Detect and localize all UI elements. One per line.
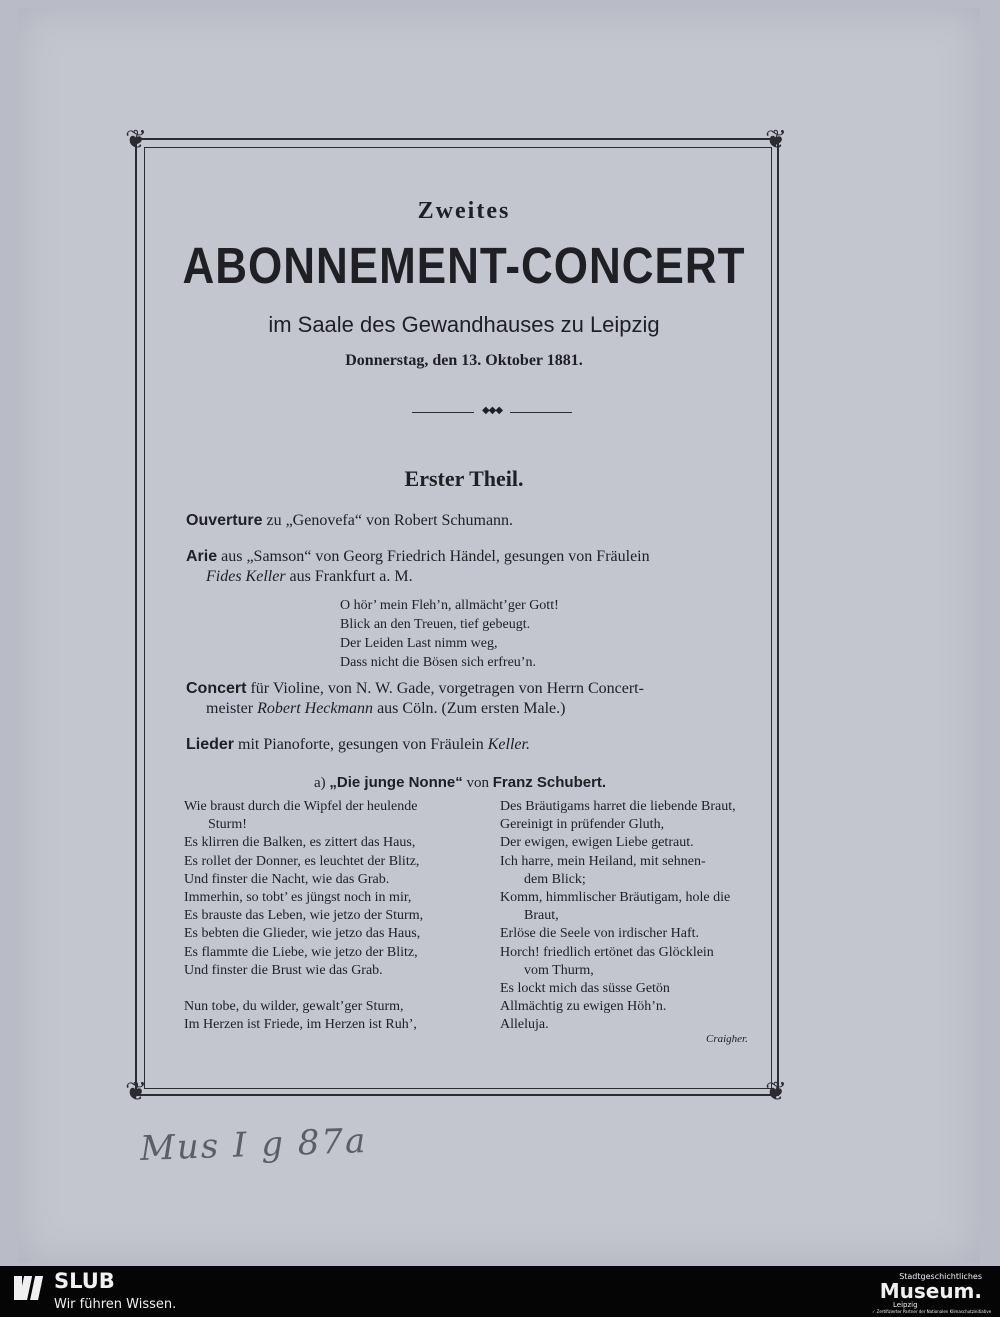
item-text: meister bbox=[206, 700, 254, 717]
main-title: ABONNEMENT-CONCERT bbox=[182, 238, 746, 295]
song-heading bbox=[314, 774, 606, 792]
lyric-line: Ich harre, mein Heiland, mit sehnen- bbox=[500, 853, 706, 869]
program-item-concerto bbox=[186, 680, 644, 698]
song-lyrics-left bbox=[184, 798, 423, 1034]
lyric-line: dem Blick; bbox=[524, 871, 586, 887]
concert-date: Donnerstag, den 13. Oktober 1881. bbox=[345, 352, 583, 369]
stanza-gap bbox=[184, 980, 423, 998]
lyric-line: Alleluja. bbox=[500, 1017, 549, 1033]
lyric-line: Und finster die Nacht, wie das Grab. bbox=[184, 871, 390, 887]
item-text: mit Pianoforte, gesungen von Fräulein bbox=[238, 736, 484, 753]
corner-ornament-icon: ❦ bbox=[125, 125, 147, 155]
pretitle: Zweites bbox=[417, 198, 511, 224]
lyric-line: Nun tobe, du wilder, gewalt’ger Sturm, bbox=[184, 999, 404, 1015]
museum-city: Leipzig bbox=[893, 1301, 918, 1309]
lyric-line: Erlöse die Seele von irdischer Haft. bbox=[500, 926, 700, 942]
lyric-line: Es rollet der Donner, es leuchtet der Blitz, bbox=[184, 853, 420, 869]
lyric-line: Des Bräutigams harret die liebende Braut, bbox=[500, 799, 736, 814]
item-label: Ouverture bbox=[186, 512, 263, 529]
lyric-line: Es brauste das Leben, wie jetzo der Sturm, bbox=[184, 908, 424, 924]
library-tagline: Wir führen Wissen. bbox=[54, 1297, 177, 1312]
lyric-line: vom Thurm, bbox=[524, 962, 594, 978]
lyric-line: Es bebten die Glieder, wie jetzo das Haus, bbox=[184, 926, 421, 942]
song-composer: Franz Schubert. bbox=[492, 774, 607, 791]
section-title: Erster Theil. bbox=[404, 466, 524, 491]
lyric-line: Sturm! bbox=[208, 817, 247, 833]
lyricist-signature: Craigher. bbox=[706, 1033, 748, 1045]
singer-name: Keller. bbox=[487, 736, 530, 753]
program-item-concerto-line2 bbox=[206, 700, 565, 718]
lyric-line: Im Herzen ist Friede, im Herzen ist Ruh’, bbox=[184, 1017, 417, 1033]
lyric-line: Komm, himmlischer Bräutigam, hole die bbox=[500, 890, 731, 906]
corner-ornament-icon: ❦ bbox=[765, 1077, 787, 1107]
program-item-lieder bbox=[186, 736, 530, 754]
verse-line: Dass nicht die Bösen sich erfreu’n. bbox=[340, 655, 536, 670]
footer-bar bbox=[0, 1266, 1000, 1317]
verse-line: Blick an den Treuen, tief gebeugt. bbox=[340, 617, 531, 632]
lyric-line: Es flammte die Liebe, wie jetzo der Blitz, bbox=[184, 944, 418, 960]
lyric-line: Wie braust durch die Wipfel der heulende bbox=[184, 799, 418, 814]
item-text: aus Frankfurt a. M. bbox=[289, 568, 413, 585]
concert-program bbox=[150, 150, 778, 1080]
lyric-line: Es klirren die Balken, es zittert das Haus, bbox=[184, 835, 416, 851]
lyric-line: Der ewigen, ewigen Liebe getraut. bbox=[500, 835, 694, 851]
item-label: Lieder bbox=[186, 736, 235, 753]
program-item-overture bbox=[186, 512, 513, 530]
item-text: aus „Samson“ von Georg Friedrich Händel, gesungen von Fräulein bbox=[221, 548, 650, 565]
soloist-name: Robert Heckmann bbox=[257, 700, 374, 717]
verse-line: Der Leiden Last nimm weg, bbox=[340, 636, 498, 651]
item-label: Arie bbox=[186, 548, 218, 565]
program-item-aria-line2 bbox=[206, 568, 413, 586]
lyric-line: Und finster die Brust wie das Grab. bbox=[184, 962, 383, 978]
item-text: zu „Genovefa“ von Robert Schumann. bbox=[266, 512, 514, 529]
singer-name: Fides Keller bbox=[206, 568, 286, 585]
lyric-line: Immerhin, so tobt’ es jüngst noch in mir, bbox=[184, 890, 412, 906]
item-label: Concert bbox=[186, 680, 247, 697]
lyric-line: Gereinigt in prüfender Gluth, bbox=[500, 817, 665, 833]
corner-ornament-icon: ❦ bbox=[765, 125, 787, 155]
song-by: von bbox=[466, 775, 489, 791]
library-name: SLUB bbox=[54, 1269, 115, 1293]
lyric-line: Braut, bbox=[524, 908, 559, 924]
museum-certification: ✓ Zertifizierter Partner der Nationalen Klimaschutzinitiative bbox=[872, 1309, 992, 1314]
lyric-line: Es lockt mich das süsse Getön bbox=[500, 981, 670, 997]
museum-prefix: Stadtgeschichtliches bbox=[899, 1272, 982, 1281]
venue: im Saale des Gewandhauses zu Leipzig bbox=[268, 312, 660, 337]
program-item-aria bbox=[186, 548, 650, 566]
item-text: für Violine, von N. W. Gade, vorgetragen von Herrn Concert- bbox=[250, 680, 644, 697]
lyric-line: Allmächtig zu ewigen Höh’n. bbox=[500, 999, 667, 1015]
song-marker: a) bbox=[314, 775, 326, 791]
aria-verses bbox=[340, 596, 559, 672]
song-lyrics-right bbox=[500, 798, 736, 1035]
slub-logo-icon bbox=[12, 1272, 46, 1304]
verse-line: O hör’ mein Fleh’n, allmächt’ger Gott! bbox=[340, 598, 559, 613]
lyric-line: Horch! friedlich ertönet das Glöcklein bbox=[500, 944, 714, 960]
ornamental-divider bbox=[412, 405, 572, 418]
corner-ornament-icon: ❦ bbox=[125, 1077, 147, 1107]
handwritten-shelfmark: Mus I g 87a bbox=[139, 1121, 368, 1169]
museum-name: Museum. bbox=[879, 1279, 982, 1303]
item-text: aus Cöln. (Zum ersten Male.) bbox=[377, 700, 566, 717]
divider-ornament-icon: ◆◆◆ bbox=[481, 405, 503, 416]
song-title: „Die junge Nonne“ bbox=[329, 774, 463, 791]
